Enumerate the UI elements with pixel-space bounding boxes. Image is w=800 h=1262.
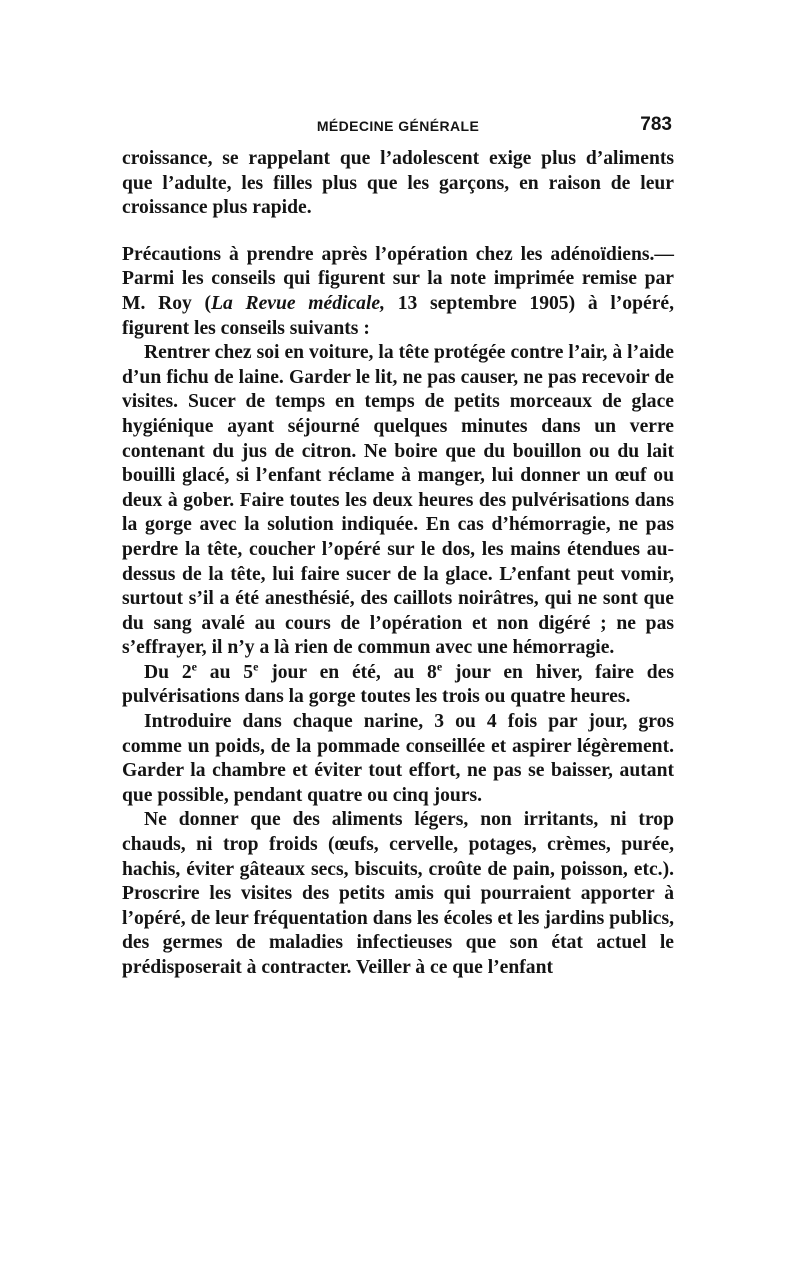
continuation-paragraph: croissance, se rappelant que l’adolescent exige plus d’aliments que l’adulte, les filles plus que les garçons, en raison de leur croissance plus rapide. bbox=[122, 148, 674, 219]
running-title: MÉDECINE GÉNÉRALE bbox=[316, 118, 480, 134]
intro-after: 13 septembre 1905) à l’opéré, figurent les conseils suivants : bbox=[122, 292, 674, 339]
p2-mid: jour en été, au 8 bbox=[258, 661, 437, 683]
body-text bbox=[122, 147, 674, 981]
p2-sup2: e bbox=[253, 659, 259, 674]
p2-sup3: e bbox=[436, 659, 443, 674]
intro-before: — Parmi les conseils qui figurent sur la note imprimée remise par M. Roy ( bbox=[122, 243, 674, 314]
section-heading: Précautions à prendre après l’opération chez les adénoïdiens. bbox=[122, 243, 655, 265]
p2-du: Du 2 bbox=[144, 661, 192, 683]
book-page bbox=[122, 112, 674, 981]
journal-title: La Revue médicale, bbox=[211, 292, 386, 314]
p2-au: au 5 bbox=[196, 661, 254, 683]
page-number: 783 bbox=[640, 114, 672, 135]
running-header bbox=[122, 112, 674, 142]
section-intro-paragraph bbox=[122, 243, 674, 341]
p2-rest: jour en hiver, faire des pulvérisations dans la gorge toutes les trois ou quatre heures. bbox=[122, 661, 674, 708]
section-adenoidiens bbox=[122, 243, 674, 981]
p2-sup1: e bbox=[191, 659, 197, 674]
paragraph-pulverisations bbox=[122, 661, 674, 710]
paragraph-aliments: Ne donner que des aliments légers, non irritants, ni trop chauds, ni trop froids (œufs, cervelle, potages, crèmes, purée, hachis, éviter gâteaux secs, biscuits, croûte de pain, poisson, etc.). Proscrire les visites des petits amis qui pourraient apporter à l’opéré, de leur fréquentation dans les écoles et les jardins publics, des germes de maladies infectieuses que son état actuel le prédisposerait à contracter. Veiller à ce que l’enfant bbox=[122, 809, 674, 978]
paragraph-introduire: Introduire dans chaque narine, 3 ou 4 fois par jour, gros comme un poids, de la pommade conseillée et aspirer légèrement. Garder la chambre et éviter tout effort, ne pas se baisser, autant que possible, pendant quatre ou cinq jours. bbox=[122, 711, 674, 806]
paragraph-rentrer: Rentrer chez soi en voiture, la tête protégée contre l’air, à l’aide d’un fichu de laine. Garder le lit, ne pas causer, ne pas recevoir de visites. Sucer de temps en temps de petits morceaux de glace hygiénique ayant séjourné quelques minutes dans un verre contenant du jus de citron. Ne boire que du bouillon ou du lait bouilli glacé, si l’enfant réclame à manger, lui donner un œuf ou deux à gober. Faire toutes les deux heures des pulvérisations dans la gorge avec la solution indiquée. En cas d’hémorragie, ne pas perdre la tête, coucher l’opéré sur le dos, les mains étendues au-dessus de la tête, lui faire sucer de la glace. L’enfant peut vomir, surtout s’il a été anesthésié, des caillots noirâtres, qui ne sont que du sang avalé au cours de l’opération et non digéré ; ne pas s’effrayer, il n’y a là rien de commun avec une hémorragie. bbox=[122, 342, 674, 659]
